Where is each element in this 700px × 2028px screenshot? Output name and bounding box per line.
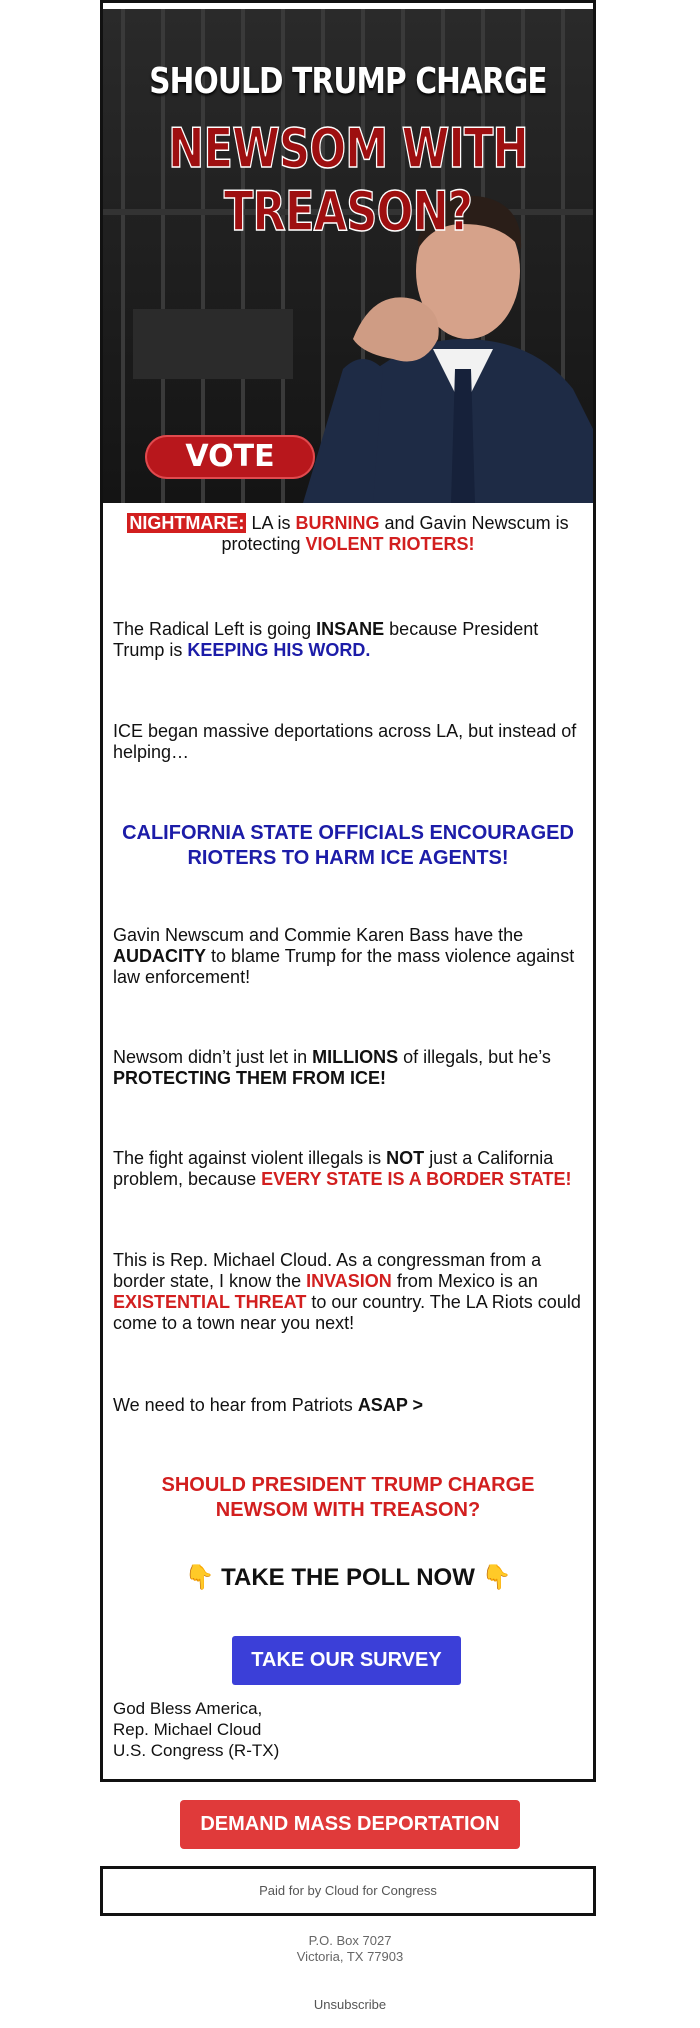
paragraph-radical-left: The Radical Left is going INSANE because President Trump is KEEPING HIS WORD.	[113, 619, 539, 660]
email-card	[100, 0, 596, 1782]
unsubscribe-link[interactable]: Unsubscribe	[313, 1997, 387, 2012]
hero-title-line-1: SHOULD TRUMP CHARGE	[149, 61, 547, 102]
nightmare-highlight: NIGHTMARE:	[129, 513, 245, 533]
paragraph-patriots: We need to hear from Patriots ASAP >	[113, 1395, 424, 1415]
address-line-2: Victoria, TX 77903	[296, 1949, 404, 1964]
heading-officials: CALIFORNIA STATE OFFICIALS ENCOURAGED RIOTERS TO HARM ICE AGENTS!	[122, 822, 574, 869]
poll-callout: 👇 TAKE THE POLL NOW 👇	[184, 1564, 512, 1591]
pointing-down-icon: 👇	[184, 1564, 215, 1591]
take-survey-button[interactable]: TAKE OUR SURVEY	[232, 1636, 461, 1685]
paragraph-ice: ICE began massive deportations across LA, but instead of helping…	[113, 721, 577, 762]
pointing-down-icon: 👇	[481, 1564, 512, 1591]
hero-banner[interactable]	[103, 9, 593, 503]
burning-text: BURNING	[295, 513, 380, 533]
demand-deportation-button[interactable]: DEMAND MASS DEPORTATION	[180, 1800, 520, 1849]
signature: God Bless America, Rep. Michael Cloud U.S. Congress (R-TX)	[113, 1699, 280, 1760]
paragraph-border-state: The fight against violent illegals is NOT just a California problem, because EVERY STATE IS A BORDER STATE!	[113, 1148, 572, 1189]
paragraph-audacity: Gavin Newscum and Commie Karen Bass have the AUDACITY to blame Trump for the mass violence against law enforcement!	[113, 925, 575, 987]
paid-for-disclaimer: Paid for by Cloud for Congress	[100, 1866, 596, 1916]
intro-paragraph: NIGHTMARE: LA is BURNING and Gavin Newscum is protecting VIOLENT RIOTERS!	[129, 513, 569, 554]
address-line-1: P.O. Box 7027	[308, 1933, 392, 1948]
vote-button[interactable]: VOTE	[145, 435, 315, 479]
violent-rioters-text: VIOLENT RIOTERS!	[305, 534, 475, 554]
heading-treason-question: SHOULD PRESIDENT TRUMP CHARGE NEWSOM WITH TREASON?	[161, 1474, 535, 1521]
hero-title-line-2: NEWSOM WITH TREASON?	[168, 117, 528, 243]
paragraph-millions: Newsom didn’t just let in MILLIONS of illegals, but he’s PROTECTING THEM FROM ICE!	[113, 1047, 551, 1088]
paragraph-congressman: This is Rep. Michael Cloud. As a congressman from a border state, I know the INVASION from Mexico is an EXISTENTIAL THREAT to our country. The LA Riots could come to a town near you next!	[113, 1250, 581, 1333]
